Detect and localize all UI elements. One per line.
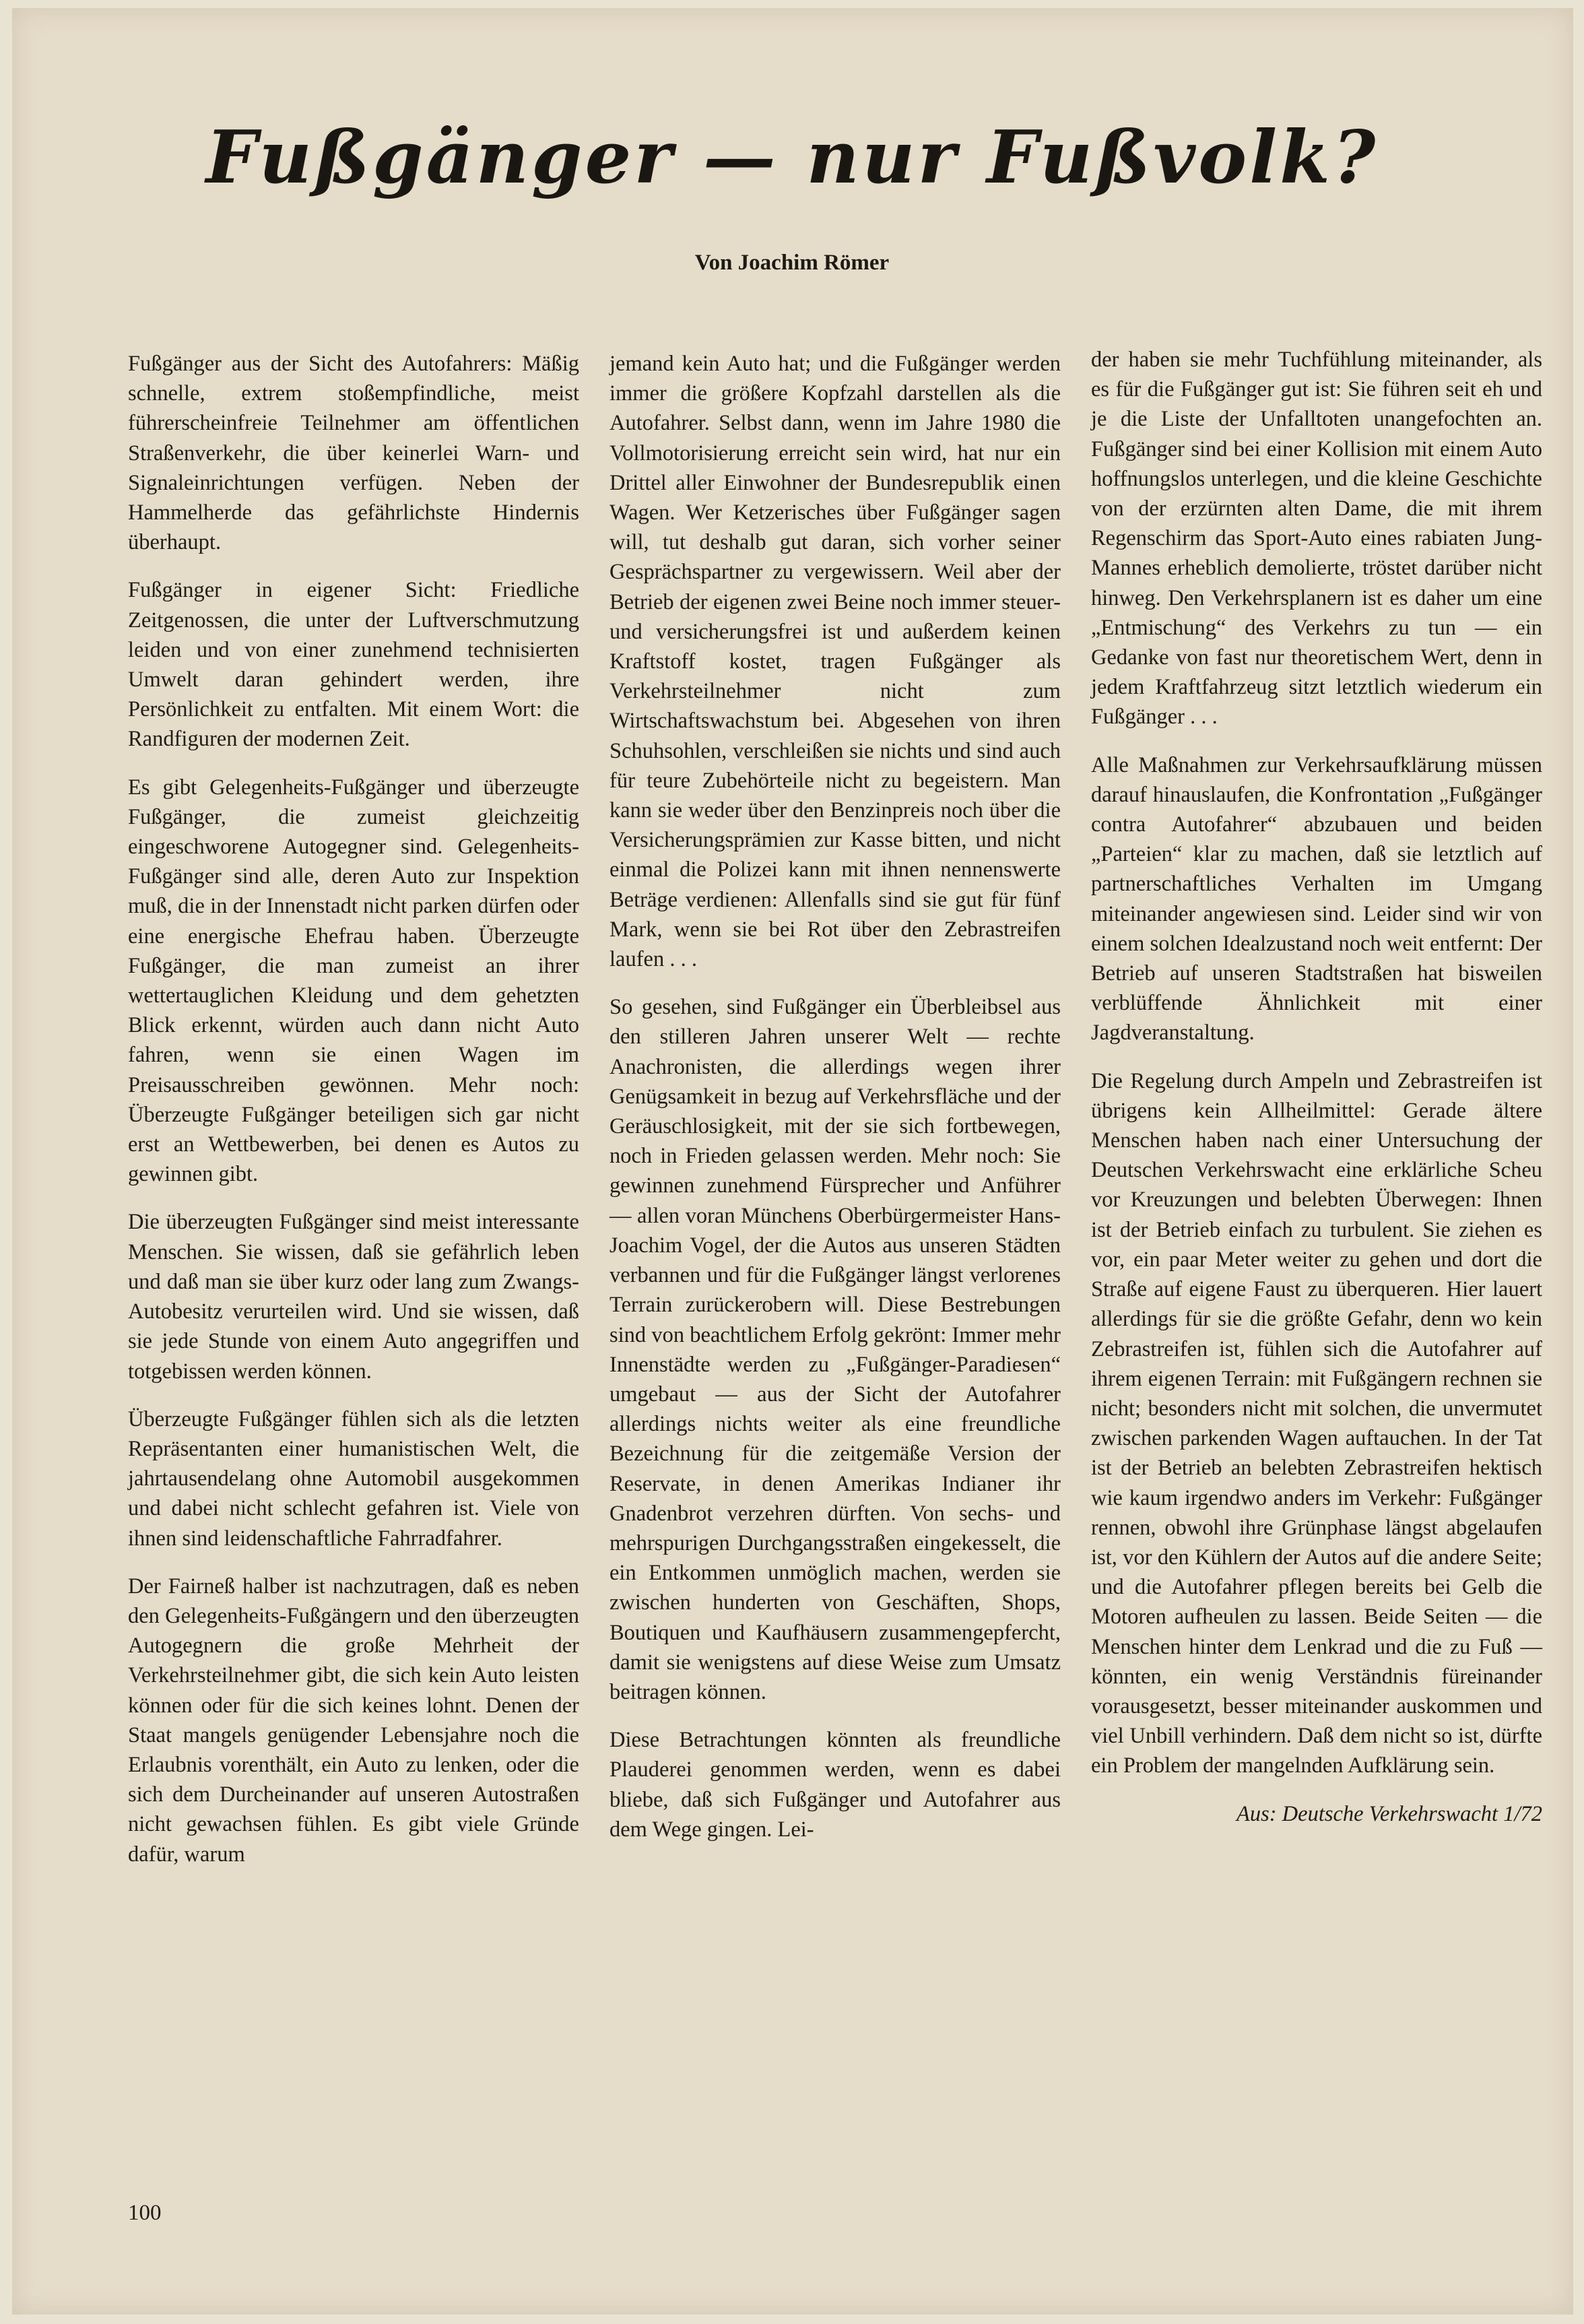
paragraph: Alle Maßnahmen zur Verkehrsaufklärung müssen darauf hinauslaufen, die Konfrontation „Fußgänger contra Autofahrer“ abzubauen und beiden „Parteien“ klar zu machen, daß sie letztlich auf partnerschaftliches Verhalten im Umgang miteinander angewiesen sind. Leider sind wir von einem solchen Idealzustand noch weit entfernt: Der Betrieb auf unseren Stadtstraßen hat bisweilen verblüffende Ähnlichkeit mit einer Jagdveranstaltung. [1091,752,1542,1045]
paragraph: Die Regelung durch Ampeln und Zebrastreifen ist übrigens kein Allheilmittel: Gerade ältere Menschen haben nach einer Untersuchung der Deutschen Verkehrswacht eine erklärliche Scheu vor Kreuzungen und belebten Überwegen: Ihnen ist der Betrieb einfach zu turbulent. Sie ziehen es vor, ein paar Meter weiter zu gehen und dort die Straße auf eigene Faust zu überqueren. Hier lauert allerdings für sie die größte Gefahr, denn wo kein Zebrastreifen ist, fühlen sich die Autofahrer auf ihrem eigenen Terrain: mit Fußgängern rechnen sie nicht; besonders nicht mit solchen, die unvermutet zwischen parkenden Wagen auftauchen. In der Tat ist der Betrieb an belebten Zebrastreifen hektisch wie kaum irgendwo anders im Verkehr: Fußgänger rennen, obwohl ihre Grünphase längst abgelaufen ist, vor den Kühlern der Autos auf die andere Seite; und die Autofahrer pflegen bereits bei Gelb die Motoren aufheulen zu lassen. Beide Seiten — die Menschen hinter dem Lenkrad und die zu Fuß — könnten, ein wenig Verständnis füreinander vorausgesetzt, besser miteinander auskommen und viel Unbill verhindern. Daß dem nicht so ist, dürfte ein Problem der mangelnden Aufklärung sein. [1091,1068,1542,1778]
text-column-1 [128,349,579,1887]
paragraph: So gesehen, sind Fußgänger ein Überbleibsel aus den stilleren Jahren unserer Welt — rechte Anachronisten, die allerdings wegen ihrer Genügsamkeit in bezug auf Verkehrsfläche und der Geräuschlosigkeit, mit der sie sich fortbewegen, noch in Frieden gelassen werden. Mehr noch: Sie gewinnen zunehmend Fürsprecher und Anführer — allen voran Münchens Oberbürgermeister Hans-Joachim Vogel, der die Autos aus unseren Städten verbannen und für die Fußgänger längst verlorenes Terrain zurückerobern will. Diese Bestrebungen sind von beachtlichem Erfolg gekrönt: Immer mehr Innenstädte werden zu „Fußgänger-Paradiesen“ umgebaut — aus der Sicht der Autofahrer allerdings nichts weiter als eine freundliche Bezeichnung für die zeitgemäße Version der Reservate, in denen Amerikas Indianer ihr Gnadenbrot verzehren dürften. Von sechs- und mehrspurigen Durchgangsstraßen eingekesselt, die ein Entkommen unmöglich machen, werden sie zwischen hunderten von Geschäften, Shops, Boutiquen und Kaufhäusern zusammengepfercht, damit sie wenigstens auf diese Weise zum Umsatz beitragen können. [609,995,1061,1704]
article-author: Von Joachim Römer [694,251,890,275]
paragraph: Der Fairneß halber ist nachzutragen, daß es neben den Gelegenheits-Fußgängern und den überzeugten Autogegnern die große Mehrheit der Verkehrsteilnehmer gibt, die sich kein Auto leisten können oder für die sich keines lohnt. Denen der Staat mangels genügender Lebensjahre noch die Erlaubnis vorenthält, ein Auto zu lenken, oder die sich dem Durcheinander auf unseren Autostraßen nicht gewachsen fühlen. Es gibt viele Gründe dafür, warum [128,1574,579,1867]
article-source: Aus: Deutsche Verkehrswacht 1/72 [1236,1801,1542,1826]
paragraph: Diese Betrachtungen könnten als freundliche Plauderei genommen werden, wenn es dabei bliebe, daß sich Fußgänger und Autofahrer aus dem Wege gingen. Lei- [609,1728,1061,1842]
paragraph: Die überzeugten Fußgänger sind meist interessante Menschen. Sie wissen, daß sie gefährlich leben und daß man sie über kurz oder lang zum Zwangs-Autobesitz verurteilen wird. Und sie wissen, daß sie jede Stunde von einem Auto angegriffen und totgebissen werden können. [128,1210,579,1384]
paragraph: Überzeugte Fußgänger fühlen sich als die letzten Repräsentanten einer humanistischen Welt, die jahrtausendelang ohne Automobil ausgekommen und dabei nicht schlecht gefahren ist. Viele von ihnen sind leidenschaftliche Fahrradfahrer. [128,1407,579,1551]
article-title: Fußgänger — nur Fußvolk? [205,115,1379,200]
paragraph: jemand kein Auto hat; und die Fußgänger werden immer die größere Kopfzahl darstellen als die Autofahrer. Selbst dann, wenn im Jahre 1980 die Vollmotorisierung erreicht sein wird, hat nur ein Drittel aller Einwohner der Bundesrepublik einen Wagen. Wer Ketzerisches über Fußgänger sagen will, tut deshalb gut daran, sich vorher seiner Gesprächspartner zu vergewissern. Weil aber der Betrieb der eigenen zwei Beine noch immer steuer- und versicherungsfrei ist und außerdem keinen Kraftstoff kostet, tragen Fußgänger als Verkehrsteilnehmer nicht zum Wirtschaftswachstum bei. Abgesehen von ihren Schuhsohlen, verschleißen sie nichts und sind auch für teure Zubehörteile nicht zu begeistern. Man kann sie weder über den Benzinpreis noch über die Versicherungsprämien zur Kasse bitten, und nicht einmal die Polizei kann mit ihnen nennenswerte Beträge verdienen: Allenfalls sind sie gut für fünf Mark, wenn sie bei Rot über den Zebrastreifen laufen . . . [609,352,1061,972]
paragraph: Fußgänger in eigener Sicht: Friedliche Zeitgenossen, die unter der Luftverschmutzung leiden und von einer zunehmend technisierten Umwelt daran gehindert werden, ihre Persönlichkeit zu entfalten. Mit einem Wort: die Randfiguren der modernen Zeit. [128,578,579,752]
paragraph: Es gibt Gelegenheits-Fußgänger und überzeugte Fußgänger, die zumeist gleichzeitig eingeschworene Autogegner sind. Gelegenheits-Fußgänger sind alle, deren Auto zur Inspektion muß, die in der Innenstadt nicht parken dürfen oder eine energische Ehefrau haben. Überzeugte Fußgänger, die man zumeist an ihrer wettertauglichen Kleidung und dem gehetzten Blick erkennt, würden auch dann nicht Auto fahren, wenn sie einen Wagen im Preisausschreiben gewönnen. Mehr noch: Überzeugte Fußgänger beteiligen sich gar nicht erst an Wettbewerben, bei denen es Autos zu gewinnen gibt. [128,775,579,1187]
page-number: 100 [128,2201,162,2225]
text-column-2 [609,349,1061,1863]
paragraph: Fußgänger aus der Sicht des Autofahrers: Mäßig schnelle, extrem stoßempfindliche, meist führerscheinfreie Teilnehmer am öffentlichen Straßenverkehr, die über keinerlei Warn- und Signaleinrichtungen verfügen. Neben der Hammelherde das gefährlichste Hindernis überhaupt. [128,352,579,555]
paragraph: der haben sie mehr Tuchfühlung miteinander, als es für die Fußgänger gut ist: Sie führen seit eh und je die Liste der Unfalltoten unangefochten an. Fußgänger sind bei einer Kollision mit einem Auto hoffnungslos unterlegen, und die kleine Geschichte von der erzürnten alten Dame, die mit ihrem Regenschirm das Sport-Auto eines rabiaten Jung-Mannes erheblich demolierte, tröstet darüber nicht hinweg. Den Verkehrsplanern ist es daher um eine „Entmischung“ des Verkehrs zu tun — ein Gedanke von fast nur theoretischem Wert, denn in jedem Kraftfahrzeug sitzt letztlich wiederum ein Fußgänger . . . [1091,348,1542,730]
text-column-3 [1091,345,1542,1829]
